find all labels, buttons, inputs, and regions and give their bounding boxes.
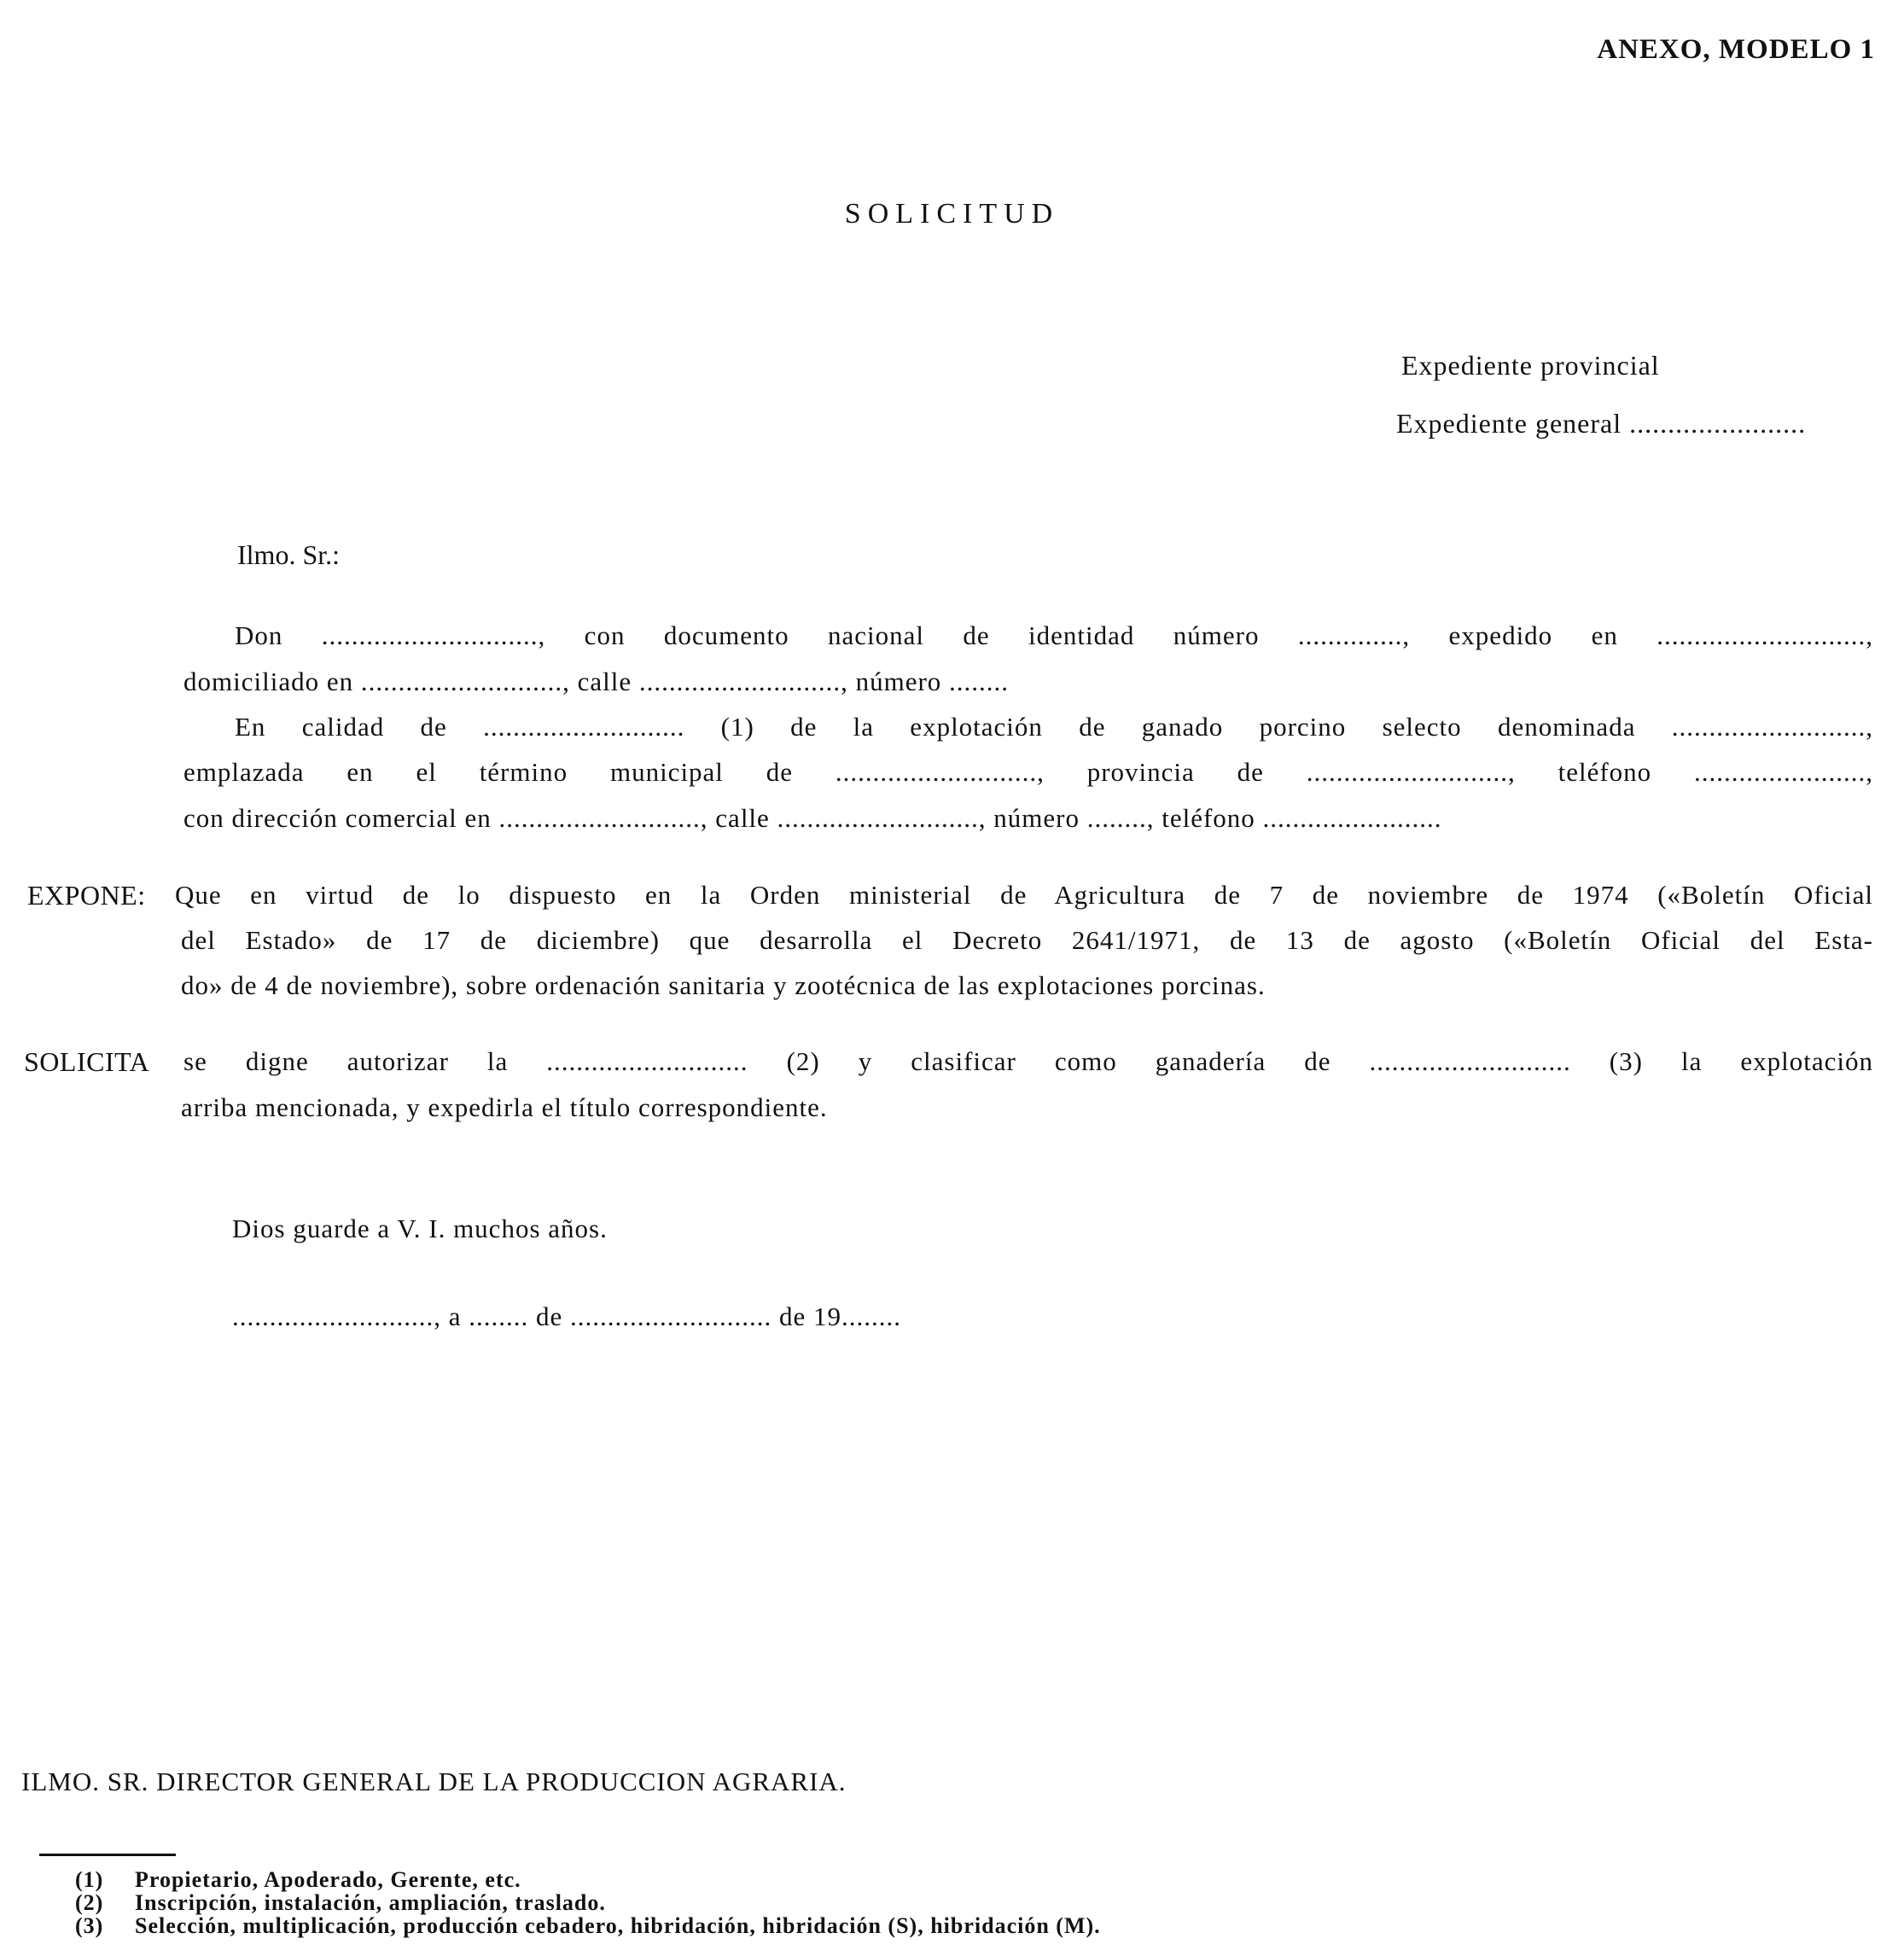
footnote-divider: [39, 1854, 176, 1856]
solicita-line-2: arriba mencionada, y expedirla el título correspondiente.: [181, 1092, 828, 1122]
body-line-4: emplazada en el término municipal de ..........................., provincia de ..........................., teléfono .......................,: [183, 757, 1873, 787]
file-ref-general: Expediente general .......................: [1396, 408, 1807, 439]
date-line: ..........................., a ........ de ........................... de 19........: [232, 1301, 902, 1331]
solicita-line-1: se digne autorizar la ........................... (2) y clasificar como ganadería de ........................... (3) la explotación: [183, 1046, 1873, 1076]
expone-line-3: do» de 4 de noviembre), sobre ordenación sanitaria y zootécnica de las explotaciones porcinas.: [181, 970, 1266, 1000]
footnote-text: Selección, multiplicación, producción cebadero, hibridación, hibridación (S), hibridación (M).: [135, 1913, 1101, 1938]
footnote-text: Propietario, Apoderado, Gerente, etc.: [135, 1867, 521, 1892]
body-line-5: con dirección comercial en ..........................., calle ..........................., número ........, teléfono ........................: [183, 803, 1442, 833]
annex-label: ANEXO, MODELO 1: [1597, 34, 1875, 65]
page-title: SOLICITUD: [844, 198, 1060, 230]
expone-label: EXPONE:: [27, 880, 146, 911]
closing-formula: Dios guarde a V. I. muchos años.: [232, 1214, 608, 1243]
footnote-3: [75, 1913, 1101, 1939]
footnote-number: (3): [75, 1913, 104, 1938]
file-ref-provincial: Expediente provincial: [1401, 350, 1660, 381]
footnote-number: (2): [75, 1890, 104, 1915]
expone-line-2: del Estado» de 17 de diciembre) que desarrolla el Decreto 2641/1971, de 13 de agosto («Boletín Oficial del Esta-: [181, 925, 1873, 955]
footnote-number: (1): [75, 1867, 104, 1892]
salutation: Ilmo. Sr.:: [237, 539, 341, 570]
body-line-3: En calidad de ........................... (1) de la explotación de ganado porcino selecto denominada ..........................,: [235, 712, 1873, 742]
footnote-text: Inscripción, instalación, ampliación, traslado.: [135, 1890, 606, 1915]
body-line-2: domiciliado en ..........................., calle ..........................., número ........: [183, 666, 1010, 696]
addressee: ILMO. SR. DIRECTOR GENERAL DE LA PRODUCCION AGRARIA.: [21, 1767, 847, 1796]
body-line-1: Don ............................., con documento nacional de identidad número .............., expedido en ............................,: [235, 620, 1873, 650]
solicita-label: SOLICITA: [24, 1046, 150, 1077]
expone-line-1: Que en virtud de lo dispuesto en la Orden ministerial de Agricultura de 7 de noviembre de 1974 («Boletín Oficial: [175, 880, 1873, 910]
footnote-2: [75, 1890, 606, 1916]
footnote-1: [75, 1867, 521, 1893]
